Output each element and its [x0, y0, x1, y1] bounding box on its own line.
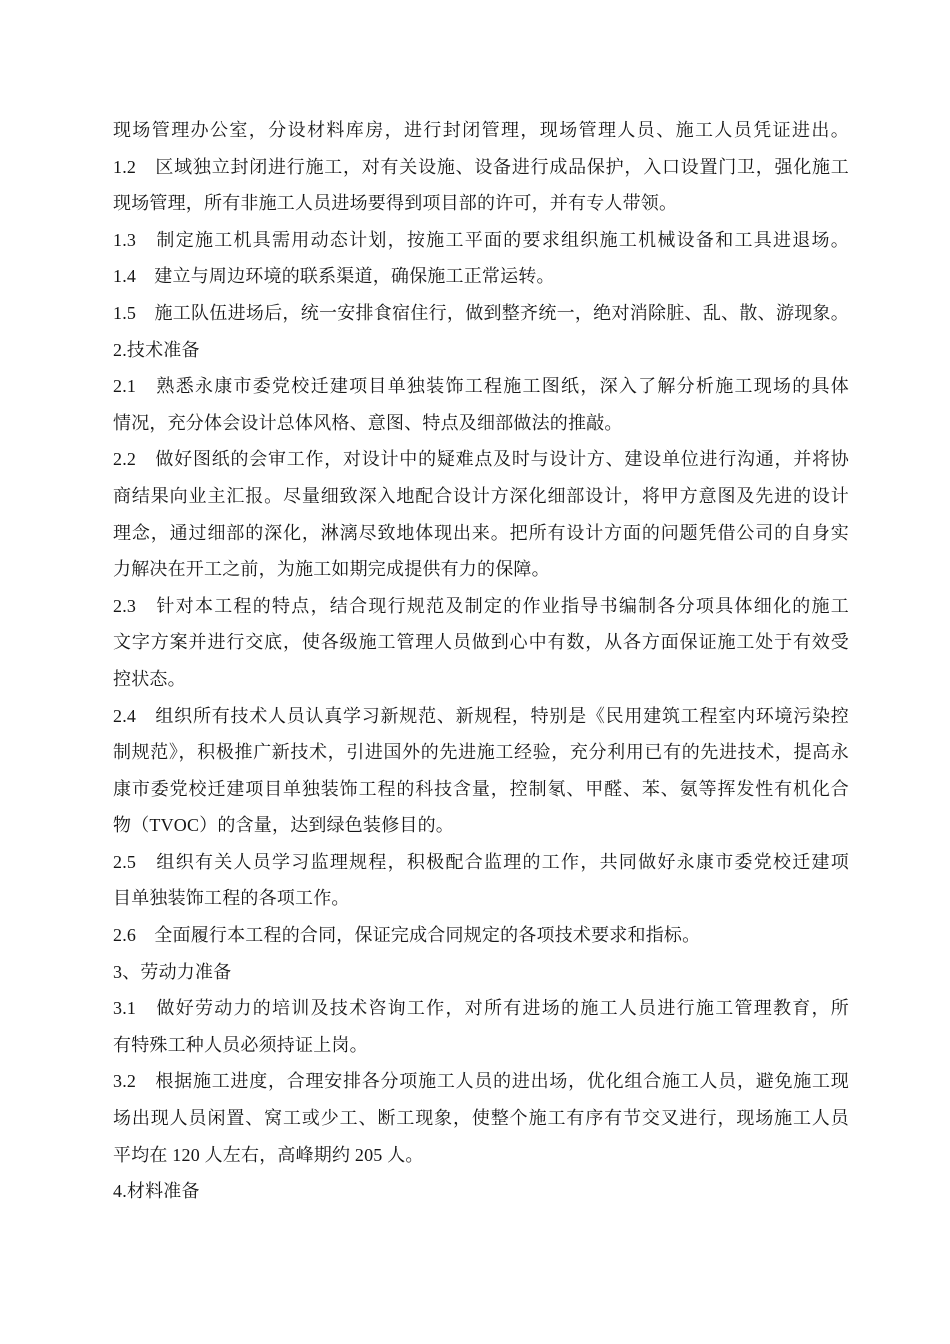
- paragraph-1-4: [113, 258, 849, 295]
- paragraph-1-2: [113, 149, 849, 222]
- text-block: [113, 112, 849, 1210]
- text-line: 文字方案并进行交底，使各级施工管理人员做到心中有数，从各方面保证施工处于有效受: [113, 632, 849, 653]
- text-line: 2.6 全面履行本工程的合同，保证完成合同规定的各项技术要求和指标。: [113, 925, 701, 946]
- text-line: 3.2 根据施工进度，合理安排各分项施工人员的进出场，优化组合施工人员，避免施工现: [113, 1071, 849, 1092]
- paragraph-2-6: [113, 917, 849, 954]
- section-heading: 3、劳动力准备: [113, 961, 232, 982]
- text-line: 理念，通过细部的深化，淋漓尽致地体现出来。把所有设计方面的问题凭借公司的自身实: [113, 522, 849, 543]
- text-line: 现场管理办公室，分设材料库房，进行封闭管理，现场管理人员、施工人员凭证进出。: [113, 120, 849, 140]
- paragraph-2-4: [113, 698, 849, 844]
- text-line: 现场管理，所有非施工人员进场要得到项目部的许可，并有专人带领。: [113, 193, 678, 214]
- text-line: 场出现人员闲置、窝工或少工、断工现象，使整个施工有序有节交叉进行，现场施工人员: [113, 1108, 849, 1129]
- paragraph-3-2: [113, 1063, 849, 1173]
- text-line: 1.4 建立与周边环境的联系渠道，确保施工正常运转。: [113, 266, 555, 287]
- text-line: 康市委党校迁建项目单独装饰工程的科技含量，控制氡、甲醛、苯、氨等挥发性有机化合: [113, 778, 849, 799]
- paragraph-2-2: [113, 441, 849, 587]
- text-line: 2.4 组织所有技术人员认真学习新规范、新规程，特别是《民用建筑工程室内环境污染控: [113, 705, 849, 726]
- text-line: 有特殊工种人员必须持证上岗。: [113, 1034, 368, 1055]
- text-line: 1.2 区域独立封闭进行施工，对有关设施、设备进行成品保护，入口设置门卫，强化施工: [113, 156, 849, 177]
- text-line: 1.5 施工队伍进场后，统一安排食宿住行，做到整齐统一，绝对消除脏、乱、散、游现象。: [113, 302, 849, 323]
- text-line: 控状态。: [113, 668, 186, 689]
- paragraph-2-1: [113, 368, 849, 441]
- text-line: 制规范》，积极推广新技术，引进国外的先进施工经验，充分利用已有的先进技术，提高永: [113, 742, 849, 763]
- text-line: 3.1 做好劳动力的培训及技术咨询工作，对所有进场的施工人员进行施工管理教育，所: [113, 998, 849, 1019]
- section-heading: 4.材料准备: [113, 1181, 200, 1202]
- text-line: 物（TVOC）的含量，达到绿色装修目的。: [113, 815, 454, 836]
- paragraph-1-1-continuation: [113, 112, 849, 149]
- text-line: 情况，充分体会设计总体风格、意图、特点及细部做法的推敲。: [113, 412, 623, 433]
- text-line: 2.2 做好图纸的会审工作，对设计中的疑难点及时与设计方、建设单位进行沟通，并将协: [113, 449, 849, 470]
- paragraph-2-3: [113, 588, 849, 698]
- text-line: 力解决在开工之前，为施工如期完成提供有力的保障。: [113, 559, 550, 580]
- paragraph-1-3: [113, 222, 849, 259]
- text-line: 平均在 120 人左右，高峰期约 205 人。: [113, 1144, 424, 1165]
- text-line: 1.3 制定施工机具需用动态计划，按施工平面的要求组织施工机械设备和工具进退场。: [113, 229, 849, 250]
- heading-2-technical-preparation: [113, 332, 849, 369]
- text-line: 2.5 组织有关人员学习监理规程，积极配合监理的工作，共同做好永康市委党校迁建项: [113, 851, 849, 872]
- paragraph-2-5: [113, 844, 849, 917]
- heading-3-labor-preparation: [113, 954, 849, 991]
- paragraph-1-5: [113, 295, 849, 332]
- text-line: 2.1 熟悉永康市委党校迁建项目单独装饰工程施工图纸，深入了解分析施工现场的具体: [113, 376, 849, 397]
- text-line: 目单独装饰工程的各项工作。: [113, 888, 350, 909]
- section-heading: 2.技术准备: [113, 339, 200, 360]
- heading-4-material-preparation: [113, 1173, 849, 1210]
- text-line: 2.3 针对本工程的特点，结合现行规范及制定的作业指导书编制各分项具体细化的施工: [113, 595, 849, 616]
- text-line: 商结果向业主汇报。尽量细致深入地配合设计方深化细部设计，将甲方意图及先进的设计: [113, 485, 849, 506]
- paragraph-3-1: [113, 990, 849, 1063]
